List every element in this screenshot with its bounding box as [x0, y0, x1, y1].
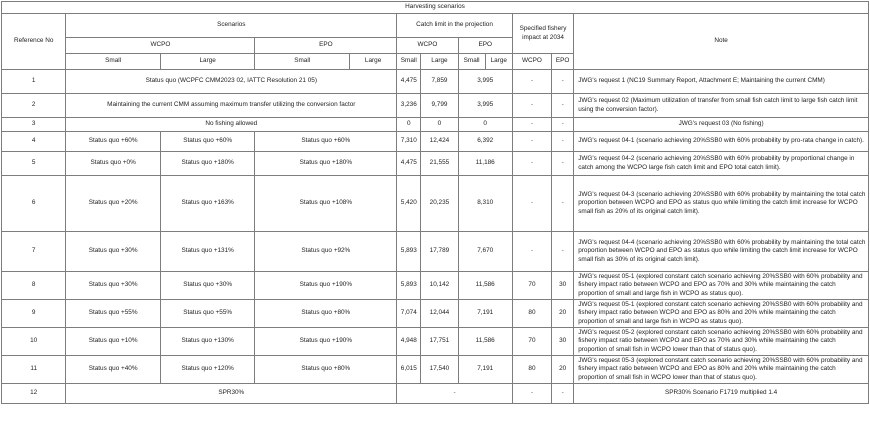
impact-epo-cell: -: [552, 384, 574, 404]
scenario-epo-cell: Status quo +80%: [255, 300, 397, 328]
catch-wcpo-small-cell: 0: [397, 118, 421, 132]
scenario-wcpo-large-cell: Status quo +131%: [160, 232, 255, 272]
reference-cell: 3: [2, 118, 66, 132]
reference-cell: 10: [2, 328, 66, 356]
header-catch-wcpo: WCPO: [397, 38, 458, 54]
impact-epo-cell: 20: [552, 300, 574, 328]
impact-epo-cell: -: [552, 118, 574, 132]
catch-wcpo-large-cell: 12,044: [421, 300, 458, 328]
catch-wcpo-small-cell: 4,475: [397, 70, 421, 94]
catch-wcpo-large-cell: 0: [421, 118, 458, 132]
catch-wcpo-large-cell: 20,235: [421, 176, 458, 232]
reference-cell: 12: [2, 384, 66, 404]
scenario-wcpo-large-cell: Status quo +55%: [160, 300, 255, 328]
header-scen-wcpo-small: Small: [66, 54, 161, 70]
header-specified-impact: Specified fishery impact at 2034: [512, 14, 573, 54]
table-row: [2, 356, 869, 384]
reference-cell: 8: [2, 272, 66, 300]
note-cell: JWG's request 03 (No fishing): [574, 118, 869, 132]
impact-epo-cell: -: [552, 232, 574, 272]
table-row: [2, 384, 869, 404]
header-impact-epo: EPO: [552, 54, 574, 70]
impact-wcpo-cell: -: [512, 232, 551, 272]
impact-wcpo-cell: -: [512, 132, 551, 152]
scenario-wcpo-small-cell: Status quo +55%: [66, 300, 161, 328]
scenario-epo-cell: Status quo +180%: [255, 152, 397, 176]
note-cell: JWG's request 02 (Maximum utilization of transfer from small fish catch limit to large fish catch limit using the conversion factor).: [574, 94, 869, 118]
reference-cell: 5: [2, 152, 66, 176]
catch-wcpo-large-cell: 17,540: [421, 356, 458, 384]
catch-epo-cell: 6,392: [458, 132, 512, 152]
note-cell: JWG's request 05-3 (explored constant catch scenario achieving 20%SSB0 with 60% probability and fishery impact ratio between WCPO and EPO as 80% and 20% while maintaining the catch proportion of small fish in WCPO lower than that of status quo).: [574, 356, 869, 384]
note-cell: JWG's request 04-1 (scenario achieving 20%SSB0 with 60% probability by pro-rata change in catch).: [574, 132, 869, 152]
header-scen-wcpo: WCPO: [66, 38, 255, 54]
catch-wcpo-small-cell: 6,015: [397, 356, 421, 384]
header-catch-epo: EPO: [458, 38, 512, 54]
catch-epo-cell: 7,191: [458, 300, 512, 328]
catch-wcpo-small-cell: 5,893: [397, 272, 421, 300]
table-row: [2, 132, 869, 152]
note-cell: JWG's request 04-4 (scenario achieving 20%SSB0 with 60% probability by maintaining the total catch proportion between WCPO and EPO as status quo while limiting the catch limit increase for WCPO small fish as 30% of its original catch limit).: [574, 232, 869, 272]
reference-cell: 1: [2, 70, 66, 94]
header-scenarios: Scenarios: [66, 14, 397, 38]
impact-epo-cell: -: [552, 152, 574, 176]
table-row: [2, 70, 869, 94]
catch-wcpo-small-cell: 7,074: [397, 300, 421, 328]
catch-wcpo-small-cell: 4,948: [397, 328, 421, 356]
impact-wcpo-cell: -: [512, 70, 551, 94]
scenario-wcpo-large-cell: Status quo +180%: [160, 152, 255, 176]
impact-wcpo-cell: -: [512, 94, 551, 118]
scenario-cell: Status quo (WCPFC CMM2023 02, IATTC Resolution 21 05): [66, 70, 397, 94]
header-catch-epo-small: Small: [458, 54, 485, 70]
catch-wcpo-large-cell: 10,142: [421, 272, 458, 300]
header-impact-wcpo: WCPO: [512, 54, 551, 70]
catch-wcpo-small-cell: 4,475: [397, 152, 421, 176]
note-cell: JWG's request 04-3 (scenario achieving 20%SSB0 with 60% probability by maintaining the total catch proportion between WCPO and EPO as status quo while limiting the catch limit increase for WCPO small fish as 20% of its original catch limit).: [574, 176, 869, 232]
header-reference-no: Reference No: [2, 14, 66, 70]
scenario-epo-cell: Status quo +190%: [255, 328, 397, 356]
scenario-wcpo-small-cell: Status quo +30%: [66, 232, 161, 272]
scenario-wcpo-small-cell: Status quo +40%: [66, 356, 161, 384]
harvesting-scenarios-table: [1, 1, 869, 404]
catch-epo-cell: 3,995: [458, 70, 512, 94]
table-row: [2, 152, 869, 176]
scenario-epo-cell: Status quo +190%: [255, 272, 397, 300]
catch-epo-cell: 11,186: [458, 152, 512, 176]
impact-wcpo-cell: -: [512, 152, 551, 176]
scenario-wcpo-small-cell: Status quo +20%: [66, 176, 161, 232]
table-row: [2, 176, 869, 232]
catch-wcpo-large-cell: 7,859: [421, 70, 458, 94]
scenario-epo-cell: Status quo +108%: [255, 176, 397, 232]
scenario-epo-cell: Status quo +92%: [255, 232, 397, 272]
catch-epo-cell: 11,586: [458, 328, 512, 356]
reference-cell: 11: [2, 356, 66, 384]
impact-epo-cell: -: [552, 94, 574, 118]
catch-epo-cell: 11,586: [458, 272, 512, 300]
reference-cell: 4: [2, 132, 66, 152]
reference-cell: 2: [2, 94, 66, 118]
catch-wcpo-large-cell: 9,799: [421, 94, 458, 118]
scenario-wcpo-small-cell: Status quo +60%: [66, 132, 161, 152]
impact-wcpo-cell: -: [512, 384, 551, 404]
impact-wcpo-cell: -: [512, 118, 551, 132]
scenario-wcpo-large-cell: Status quo +60%: [160, 132, 255, 152]
header-scen-epo: EPO: [255, 38, 397, 54]
scenario-wcpo-small-cell: Status quo +10%: [66, 328, 161, 356]
catch-wcpo-small-cell: 5,893: [397, 232, 421, 272]
table-row: [2, 94, 869, 118]
note-cell: JWG's request 04-2 (scenario achieving 20%SSB0 with 60% probability by proportional change in catch among the WCPO large fish catch limit and EPO total catch limit).: [574, 152, 869, 176]
scenario-wcpo-small-cell: Status quo +0%: [66, 152, 161, 176]
impact-epo-cell: -: [552, 70, 574, 94]
impact-epo-cell: 30: [552, 328, 574, 356]
table-row: [2, 300, 869, 328]
catch-epo-cell: 7,191: [458, 356, 512, 384]
catch-wcpo-small-cell: 7,310: [397, 132, 421, 152]
header-note: Note: [574, 14, 869, 70]
scenario-wcpo-large-cell: Status quo +30%: [160, 272, 255, 300]
header-scen-epo-small: Small: [255, 54, 350, 70]
scenario-cell: SPR30%: [66, 384, 397, 404]
header-catch-wcpo-small: Small: [397, 54, 421, 70]
impact-epo-cell: -: [552, 132, 574, 152]
reference-cell: 6: [2, 176, 66, 232]
catch-wcpo-large-cell: 17,751: [421, 328, 458, 356]
scenario-cell: Maintaining the current CMM assuming maximum transfer utilizing the conversion factor: [66, 94, 397, 118]
catch-wcpo-large-cell: 21,555: [421, 152, 458, 176]
impact-wcpo-cell: 80: [512, 356, 551, 384]
impact-epo-cell: 30: [552, 272, 574, 300]
header-catch-epo-large: Large: [485, 54, 512, 70]
note-cell: JWG's request 05-1 (explored constant catch scenario achieving 20%SSB0 with 60% probability and fishery impact ratio between WCPO and EPO as 70% and 30% while maintaining the catch proportion of small and large fish in WCPO as status quo).: [574, 272, 869, 300]
scenario-cell: No fishing allowed: [66, 118, 397, 132]
scenario-wcpo-large-cell: Status quo +130%: [160, 328, 255, 356]
header-catch-wcpo-large: Large: [421, 54, 458, 70]
catch-wcpo-small-cell: 5,420: [397, 176, 421, 232]
note-cell: JWG's request 1 (NC19 Summary Report, Attachment E; Maintaining the current CMM): [574, 70, 869, 94]
scenario-epo-cell: Status quo +80%: [255, 356, 397, 384]
catch-epo-cell: 0: [458, 118, 512, 132]
impact-wcpo-cell: 70: [512, 328, 551, 356]
table-row: [2, 232, 869, 272]
header-scen-wcpo-large: Large: [160, 54, 255, 70]
catch-epo-cell: 8,310: [458, 176, 512, 232]
catch-limit-cell: -: [397, 384, 513, 404]
note-cell: SPR30% Scenario F1719 multiplied 1.4: [574, 384, 869, 404]
note-cell: JWG's request 05-2 (explored constant catch scenario achieving 20%SSB0 with 60% probability and fishery impact ratio between WCPO and EPO as 70% and 30% while maintaining the catch proportion of small fish in WCPO lower than that of status quo).: [574, 328, 869, 356]
catch-wcpo-large-cell: 12,424: [421, 132, 458, 152]
table-row: [2, 118, 869, 132]
impact-wcpo-cell: 80: [512, 300, 551, 328]
scenario-wcpo-large-cell: Status quo +163%: [160, 176, 255, 232]
catch-wcpo-large-cell: 17,789: [421, 232, 458, 272]
catch-epo-cell: 3,995: [458, 94, 512, 118]
reference-cell: 7: [2, 232, 66, 272]
scenario-wcpo-large-cell: Status quo +120%: [160, 356, 255, 384]
scenario-epo-cell: Status quo +60%: [255, 132, 397, 152]
impact-wcpo-cell: 70: [512, 272, 551, 300]
reference-cell: 9: [2, 300, 66, 328]
header-scen-epo-large: Large: [349, 54, 396, 70]
table-title: Harvesting scenarios: [2, 2, 869, 14]
impact-epo-cell: 20: [552, 356, 574, 384]
table-row: [2, 328, 869, 356]
table-row: [2, 272, 869, 300]
impact-epo-cell: -: [552, 176, 574, 232]
note-cell: JWG's request 05-1 (explored constant catch scenario achieving 20%SSB0 with 60% probability and fishery impact ratio between WCPO and EPO as 80% and 20% while maintaining the catch proportion of small and large fish in WCPO as status quo).: [574, 300, 869, 328]
catch-wcpo-small-cell: 3,236: [397, 94, 421, 118]
scenario-wcpo-small-cell: Status quo +30%: [66, 272, 161, 300]
header-catch-limit: Catch limit in the projection: [397, 14, 513, 38]
catch-epo-cell: 7,670: [458, 232, 512, 272]
impact-wcpo-cell: -: [512, 176, 551, 232]
